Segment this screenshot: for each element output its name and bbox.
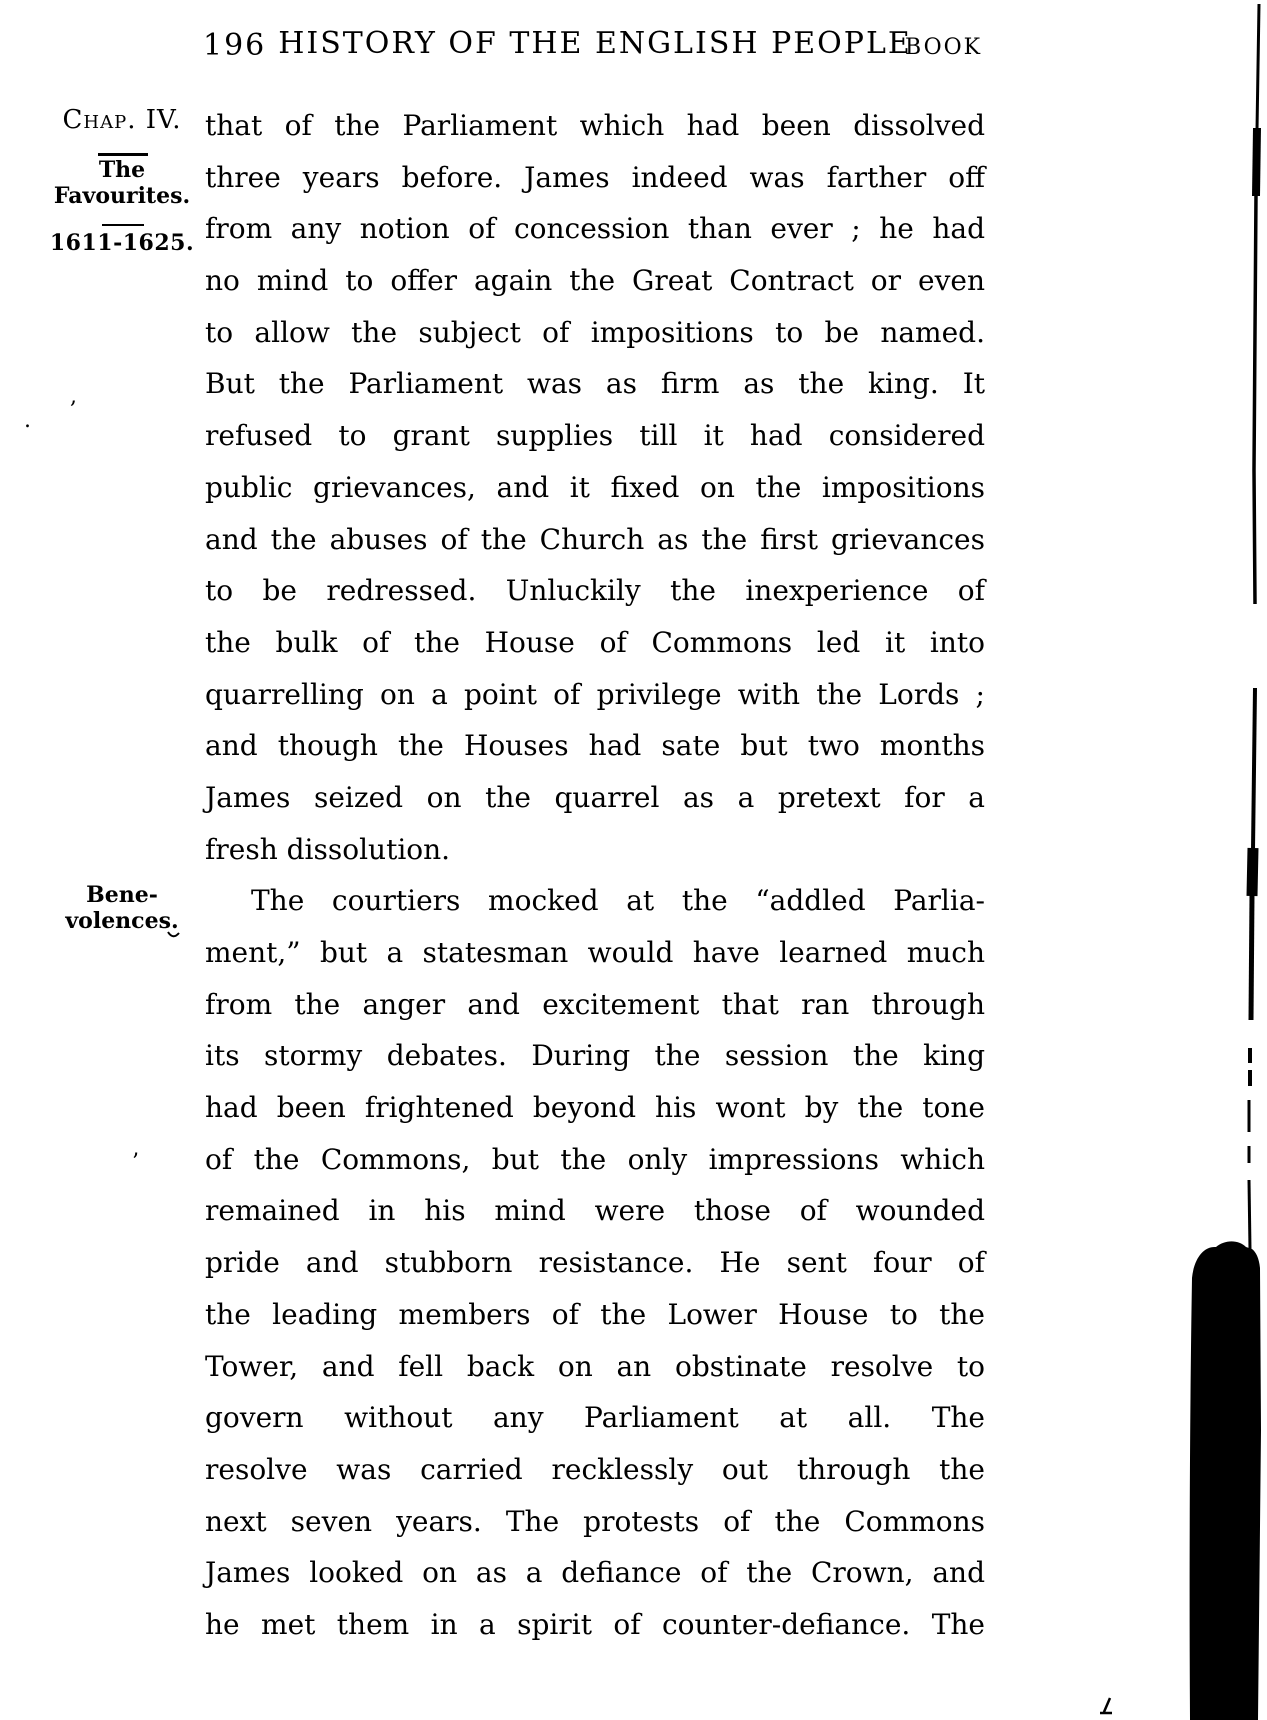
text-line: he met them in a spirit of counter-defiance. The	[205, 1607, 985, 1641]
text-line: to be redressed. Unluckily the inexperience of	[205, 574, 985, 608]
text-line: from any notion of concession than ever ; he had	[205, 212, 985, 246]
scan-speck: ,	[70, 384, 77, 409]
text-line: of the Commons, but the only impressions which	[205, 1142, 985, 1176]
text-line: fresh dissolution.	[205, 832, 451, 866]
scan-line	[1253, 688, 1255, 850]
text-line: and though the Houses had sate but two months	[205, 729, 985, 763]
text-line: public grievances, and it fixed on the impositions	[205, 470, 985, 504]
scan-caret-mark	[1100, 1698, 1112, 1713]
text-line: that of the Parliament which had been dissolved	[205, 109, 985, 142]
scan-line	[1254, 194, 1256, 604]
page-number: 196	[203, 28, 267, 63]
margin-rule	[102, 224, 144, 226]
scan-speck: .	[24, 408, 31, 433]
text-line: quarrelling on a point of privilege with the Lords ;	[205, 677, 985, 711]
text-line: govern without any Parliament at all. The	[205, 1401, 985, 1435]
book-label: BOOK	[905, 35, 983, 60]
text-line: to allow the subject of impositions to be named.	[205, 315, 985, 349]
scan-ink-blob	[1190, 1241, 1261, 1720]
margin-rule	[98, 153, 148, 156]
text-line: the bulk of the House of Commons led it into	[205, 625, 985, 659]
paragraph-1	[205, 100, 985, 875]
margin-note-favourites-line1: The	[98, 157, 146, 183]
text-line: three years before. James indeed was farther off	[205, 160, 985, 194]
margin-note-favourites-line2: Favourites.	[53, 183, 191, 209]
text-line: had been frightened beyond his wont by the tone	[205, 1091, 985, 1125]
text-line: the leading members of the Lower House to the	[205, 1297, 985, 1331]
text-line: and the abuses of the Church as the first grievances	[205, 522, 985, 556]
text-line: resolve was carried recklessly out through the	[205, 1452, 985, 1486]
body-text	[205, 100, 985, 1651]
paragraph-2	[205, 875, 985, 1650]
text-line: remained in his mind were those of wounded	[205, 1194, 985, 1228]
text-line: James seized on the quarrel as a pretext for a	[205, 780, 985, 814]
text-line: But the Parliament was as firm as the king. It	[205, 367, 985, 401]
margin-note-benevolences-line1: Bene-	[86, 882, 158, 908]
scan-speck: ’	[132, 1150, 139, 1175]
text-line: from the anger and excitement that ran through	[205, 987, 985, 1021]
margin-note-benevolences-line2: volences.	[65, 908, 179, 934]
scan-line	[1256, 128, 1257, 196]
scan-line	[1252, 848, 1253, 896]
margin-note-date-range: 1611-1625.	[49, 230, 195, 256]
text-line: Tower, and fell back on an obstinate resolve to	[205, 1349, 985, 1383]
text-line: next seven years. The protests of the Commons	[205, 1504, 985, 1538]
text-line: ment,” but a statesman would have learned much	[205, 936, 985, 969]
text-line: no mind to offer again the Great Contract or even	[205, 264, 985, 298]
text-line: refused to grant supplies till it had considered	[205, 419, 985, 453]
text-line: The courtiers mocked at the “addled Parlia-	[251, 884, 985, 918]
text-line: James looked on as a defiance of the Crown, and	[205, 1556, 985, 1590]
text-line: pride and stubborn resistance. He sent four of	[205, 1246, 985, 1280]
scan-line	[1251, 894, 1252, 1020]
scan-line	[1249, 1180, 1250, 1250]
margin-note-chapter: Chap. IV.	[62, 105, 182, 135]
running-title: HISTORY OF THE ENGLISH PEOPLE	[278, 26, 912, 61]
scan-line	[1257, 4, 1259, 130]
text-line: its stormy debates. During the session the king	[205, 1039, 985, 1073]
